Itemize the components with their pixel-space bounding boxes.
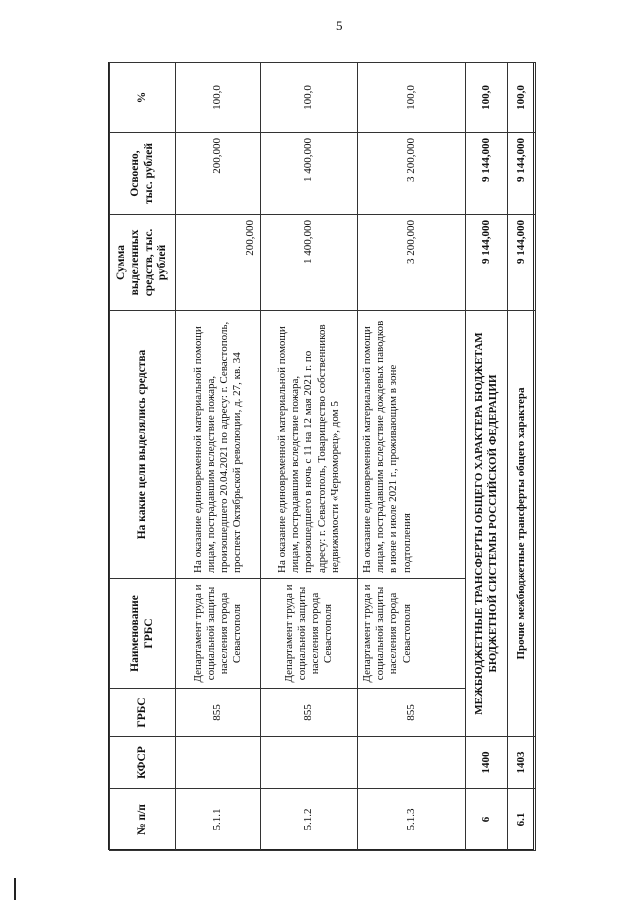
row-kfsr <box>176 737 261 789</box>
section-num: 6 <box>466 789 508 851</box>
section-sum-allocated: 9 144,000 <box>466 215 508 311</box>
row-num: 5.1.1 <box>176 789 261 851</box>
section-kfsr: 1400 <box>466 737 508 789</box>
header-grbs: ГРБС <box>110 689 176 737</box>
row-mastered: 3 200,000 <box>358 133 466 215</box>
table-row <box>358 63 466 851</box>
table-row <box>176 63 261 851</box>
section-title: МЕЖБЮДЖЕТНЫЕ ТРАНСФЕРТЫ ОБЩЕГО ХАРАКТЕРА БЮДЖЕТАМ БЮДЖЕТНОЙ СИСТЕМЫ РОССИЙСКОЙ ФЕДЕРАЦИИ <box>466 311 508 737</box>
table-row <box>261 63 358 851</box>
row-mastered: 1 400,000 <box>261 133 358 215</box>
page-number: 5 <box>336 18 343 33</box>
subsection-num: 6.1 <box>508 789 536 851</box>
row-mastered: 200,000 <box>176 133 261 215</box>
row-purpose: На оказание единовременной материальной помощи лицам, пострадавшим вследствие дождевых паводков в июне и июле 2021 г., проживающим в зоне подтопления <box>358 311 466 579</box>
subsection-title: Прочие межбюджетные трансферты общего характера <box>508 311 536 737</box>
header-percent: % <box>110 63 176 133</box>
header-mastered: Освоено, тыс. рублей <box>110 133 176 215</box>
row-purpose: На оказание единовременной материальной помощи лицам, пострадавшим вследствие пожара, произошедшего в ночь с 11 на 12 мая 2021 г. по адресу: г. Севастополь, Товарищество собственников недвижимости «Черноморец», дом 5 <box>261 311 358 579</box>
subsection-sum-allocated: 9 144,000 <box>508 215 536 311</box>
row-purpose: На оказание единовременной материальной помощи лицам, пострадавшим вследствие пожара, произошедшего 20.04.2021 по адресу: г. Севастополь, проспект Октябрьской революции, д. 27, кв. 34 <box>176 311 261 579</box>
header-grbs-name: Наименование ГРБС <box>110 579 176 689</box>
subsection-kfsr: 1403 <box>508 737 536 789</box>
row-kfsr <box>261 737 358 789</box>
section-percent: 100,0 <box>466 63 508 133</box>
row-percent: 100,0 <box>261 63 358 133</box>
allocation-table <box>109 62 536 851</box>
row-grbs: 855 <box>176 689 261 737</box>
header-row <box>110 63 176 851</box>
row-grbs: 855 <box>261 689 358 737</box>
row-percent: 100,0 <box>176 63 261 133</box>
row-grbs-name: Департамент труда и социальной защиты населения города Севастополя <box>358 579 466 689</box>
row-num: 5.1.3 <box>358 789 466 851</box>
row-grbs: 855 <box>358 689 466 737</box>
rotated-table-wrapper <box>109 63 535 851</box>
row-sum-allocated: 3 200,000 <box>358 215 466 311</box>
header-num: № п/п <box>110 789 176 851</box>
row-grbs-name: Департамент труда и социальной защиты населения города Севастополя <box>176 579 261 689</box>
table-frame <box>108 62 534 850</box>
header-kfsr: КФСР <box>110 737 176 789</box>
row-sum-allocated: 200,000 <box>176 215 261 311</box>
scan-edge-mark <box>14 878 16 900</box>
row-sum-allocated: 1 400,000 <box>261 215 358 311</box>
row-percent: 100,0 <box>358 63 466 133</box>
subsection-mastered: 9 144,000 <box>508 133 536 215</box>
row-kfsr <box>358 737 466 789</box>
header-purpose: На какие цели выделялись средства <box>110 311 176 579</box>
row-grbs-name: Департамент труда и социальной защиты населения города Севастополя <box>261 579 358 689</box>
section-row <box>466 63 508 851</box>
subsection-percent: 100,0 <box>508 63 536 133</box>
section-mastered: 9 144,000 <box>466 133 508 215</box>
header-sum-allocated: Сумма выделенных средств, тыс. рублей <box>110 215 176 311</box>
subsection-row <box>508 63 536 851</box>
row-num: 5.1.2 <box>261 789 358 851</box>
